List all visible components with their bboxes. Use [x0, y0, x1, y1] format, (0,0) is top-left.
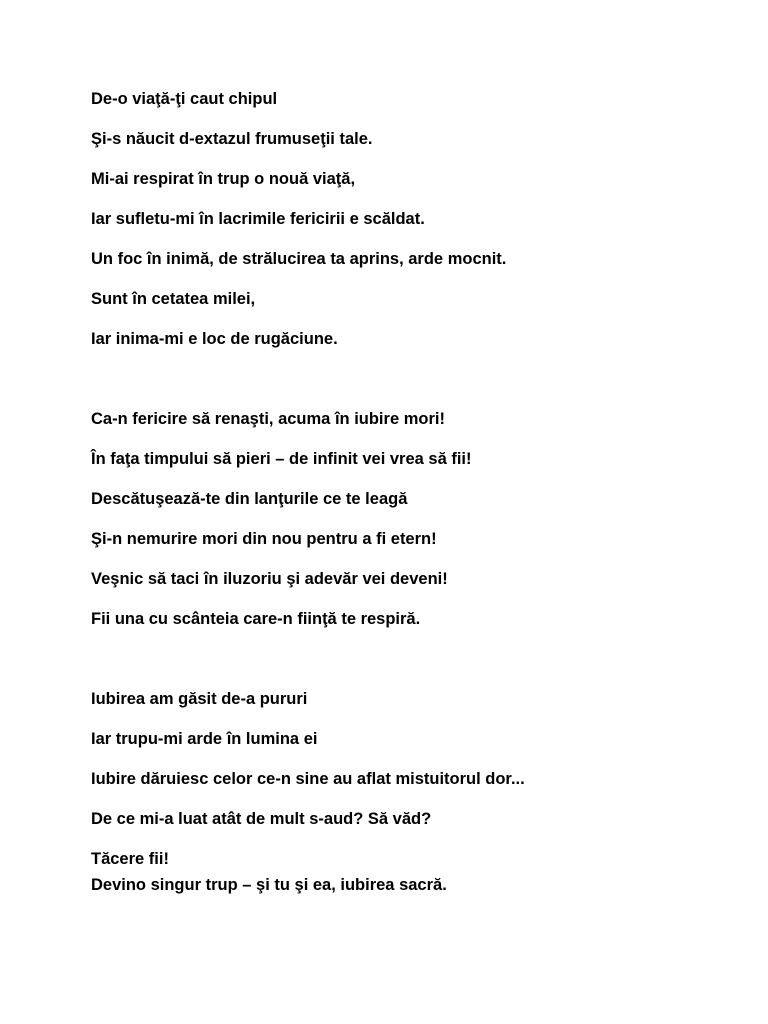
poem-line: Iar inima-mi e loc de rugăciune. — [91, 330, 338, 348]
poem-line: Tăcere fii! — [91, 850, 169, 868]
poem-line: Iubire dăruiesc celor ce-n sine au aflat mistuitorul dor... — [91, 770, 525, 788]
stanza-1 — [91, 87, 731, 367]
poem-line: Sunt în cetatea milei, — [91, 290, 256, 308]
poem-line: Iar sufletu-mi în lacrimile fericirii e scăldat. — [91, 210, 425, 228]
poem-line: Şi-s năucit d-extazul frumuseţii tale. — [91, 130, 373, 148]
poem-line: Ca-n fericire să renaşti, acuma în iubire mori! — [91, 410, 445, 428]
poem-line: Veşnic să taci în iluzoriu şi adevăr vei deveni! — [91, 570, 448, 588]
poem-line: Iar trupu-mi arde în lumina ei — [91, 730, 318, 748]
poem-line: În faţa timpului să pieri – de infinit vei vrea să fii! — [91, 450, 472, 468]
poem-line: Iubirea am găsit de-a pururi — [91, 690, 308, 708]
poem-line: Mi-ai respirat în trup o nouă viaţă, — [91, 170, 356, 188]
poem-line: Fii una cu scânteia care-n fiinţă te respiră. — [91, 610, 421, 628]
poem — [91, 87, 731, 913]
stanza-3 — [91, 687, 731, 913]
poem-line: Devino singur trup – şi tu şi ea, iubirea sacră. — [91, 876, 447, 894]
poem-line: De-o viaţă-ţi caut chipul — [91, 90, 278, 108]
poem-line: Un foc în inimă, de strălucirea ta aprins, arde mocnit. — [91, 250, 507, 268]
poem-line: De ce mi-a luat atât de mult s-aud? Să văd? — [91, 810, 432, 828]
poem-line: Descătuşează-te din lanţurile ce te leagă — [91, 490, 408, 508]
poem-line: Şi-n nemurire mori din nou pentru a fi etern! — [91, 530, 437, 548]
stanza-2 — [91, 407, 731, 647]
